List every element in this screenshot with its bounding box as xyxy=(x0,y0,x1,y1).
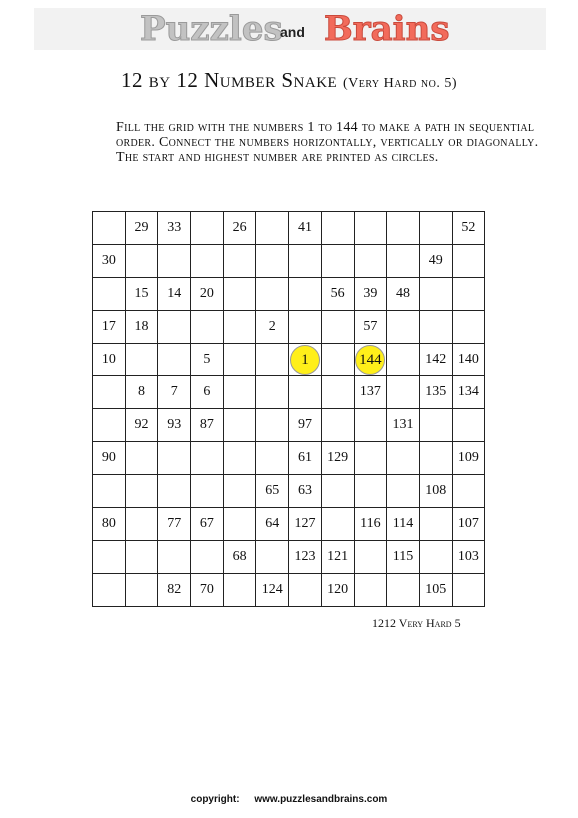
grid-cell[interactable] xyxy=(354,277,387,310)
given-number: 18 xyxy=(134,318,149,334)
grid-cell[interactable] xyxy=(452,310,485,343)
grid-cell[interactable] xyxy=(158,376,191,409)
grid-cell[interactable] xyxy=(223,540,256,573)
grid-cell[interactable] xyxy=(354,409,387,442)
given-number: 68 xyxy=(232,548,247,564)
logo-brains-text: Brains xyxy=(324,9,450,49)
given-number: 92 xyxy=(134,417,149,433)
grid-cell[interactable] xyxy=(158,540,191,573)
title-main: 12 by 12 Number Snake xyxy=(121,68,338,92)
grid-cell[interactable] xyxy=(93,475,126,508)
given-number: 30 xyxy=(101,252,116,268)
grid-row xyxy=(93,540,485,573)
given-number: 61 xyxy=(297,450,312,466)
grid-cell[interactable] xyxy=(93,508,126,541)
grid-cell[interactable] xyxy=(387,475,420,508)
circled-number: 1 xyxy=(290,345,320,375)
given-number: 93 xyxy=(167,417,182,433)
grid-cell[interactable] xyxy=(125,376,158,409)
grid-cell[interactable] xyxy=(387,442,420,475)
grid-row xyxy=(93,442,485,475)
grid-cell[interactable] xyxy=(158,409,191,442)
grid-cell[interactable] xyxy=(387,540,420,573)
given-number: 82 xyxy=(167,581,182,597)
grid-cell[interactable] xyxy=(387,343,420,376)
grid-cell[interactable] xyxy=(289,475,322,508)
grid-cell[interactable] xyxy=(289,310,322,343)
grid-cell[interactable] xyxy=(125,409,158,442)
instruction-line: Fill the grid with the numbers 1 to 144 to make a path in sequential xyxy=(116,120,535,135)
grid-cell[interactable] xyxy=(354,442,387,475)
grid-cell[interactable] xyxy=(93,540,126,573)
given-number: 26 xyxy=(232,219,247,235)
grid-cell[interactable] xyxy=(191,540,224,573)
given-number: 108 xyxy=(425,483,447,499)
grid-cell[interactable] xyxy=(289,343,322,376)
grid-cell[interactable] xyxy=(289,244,322,277)
grid-cell[interactable] xyxy=(93,343,126,376)
grid-cell[interactable] xyxy=(321,540,354,573)
grid-cell[interactable] xyxy=(321,343,354,376)
given-number: 127 xyxy=(294,515,316,531)
grid-cell[interactable] xyxy=(387,573,420,606)
grid-cell[interactable] xyxy=(419,573,452,606)
given-number: 134 xyxy=(457,384,479,400)
grid-cell[interactable] xyxy=(93,573,126,606)
grid-cell[interactable] xyxy=(158,310,191,343)
logo-and-text: and xyxy=(280,24,305,40)
grid-cell[interactable] xyxy=(125,343,158,376)
grid-cell[interactable] xyxy=(158,475,191,508)
grid-row xyxy=(93,409,485,442)
grid-cell[interactable] xyxy=(223,310,256,343)
grid-cell[interactable] xyxy=(354,540,387,573)
grid-cell[interactable] xyxy=(223,475,256,508)
given-number: 90 xyxy=(101,450,116,466)
grid-cell[interactable] xyxy=(223,343,256,376)
given-number: 103 xyxy=(457,548,479,564)
grid-cell[interactable] xyxy=(256,376,289,409)
given-number: 52 xyxy=(461,219,476,235)
grid-cell[interactable] xyxy=(452,475,485,508)
grid-cell[interactable] xyxy=(93,310,126,343)
puzzle-id: 1212 Very Hard 5 xyxy=(372,616,461,630)
grid-cell[interactable] xyxy=(452,442,485,475)
grid-cell[interactable] xyxy=(125,573,158,606)
given-number: 105 xyxy=(425,581,447,597)
grid-cell[interactable] xyxy=(93,212,126,245)
grid-cell[interactable] xyxy=(387,508,420,541)
given-number: 97 xyxy=(297,417,312,433)
grid-cell[interactable] xyxy=(256,409,289,442)
grid-cell[interactable] xyxy=(452,277,485,310)
given-number: 140 xyxy=(457,351,479,367)
grid-row xyxy=(93,573,485,606)
given-number: 80 xyxy=(101,515,116,531)
grid-cell[interactable] xyxy=(289,212,322,245)
grid-cell[interactable] xyxy=(125,475,158,508)
given-number: 7 xyxy=(170,384,178,400)
grid-cell[interactable] xyxy=(452,540,485,573)
grid-cell[interactable] xyxy=(354,573,387,606)
given-number: 14 xyxy=(167,285,182,301)
grid-cell[interactable] xyxy=(354,508,387,541)
copyright-footer xyxy=(0,794,578,805)
given-number: 120 xyxy=(327,581,349,597)
grid-cell[interactable] xyxy=(191,475,224,508)
grid-cell[interactable] xyxy=(419,244,452,277)
grid-cell[interactable] xyxy=(223,277,256,310)
grid-cell[interactable] xyxy=(419,442,452,475)
given-number: 6 xyxy=(203,384,211,400)
given-number: 135 xyxy=(425,384,447,400)
given-number: 33 xyxy=(167,219,182,235)
grid-row xyxy=(93,212,485,245)
instruction-line: order. Connect the numbers horizontally, vertically or diagonally. xyxy=(116,135,539,150)
grid-cell[interactable] xyxy=(191,376,224,409)
grid-cell[interactable] xyxy=(191,277,224,310)
given-number: 116 xyxy=(360,515,381,531)
grid-cell[interactable] xyxy=(321,442,354,475)
given-number: 63 xyxy=(297,483,312,499)
given-number: 2 xyxy=(268,318,276,334)
grid-cell[interactable] xyxy=(223,442,256,475)
grid-cell[interactable] xyxy=(191,343,224,376)
grid-row xyxy=(93,277,485,310)
grid-cell[interactable] xyxy=(452,409,485,442)
grid-row xyxy=(93,244,485,277)
website-link[interactable]: www.puzzlesandbrains.com xyxy=(254,794,388,805)
grid-cell[interactable] xyxy=(452,212,485,245)
grid-cell[interactable] xyxy=(256,573,289,606)
given-number: 65 xyxy=(265,483,280,499)
grid-row xyxy=(93,343,485,376)
given-number: 123 xyxy=(294,548,316,564)
given-number: 70 xyxy=(199,581,214,597)
grid-cell[interactable] xyxy=(289,409,322,442)
given-number: 142 xyxy=(425,351,447,367)
given-number: 41 xyxy=(297,219,312,235)
given-number: 5 xyxy=(203,351,211,367)
given-number: 17 xyxy=(101,318,116,334)
grid-cell[interactable] xyxy=(223,508,256,541)
grid-cell[interactable] xyxy=(223,573,256,606)
given-number: 107 xyxy=(457,515,479,531)
grid-cell[interactable] xyxy=(158,508,191,541)
given-number: 124 xyxy=(261,581,283,597)
given-number: 8 xyxy=(138,384,146,400)
grid-cell[interactable] xyxy=(387,376,420,409)
given-number: 87 xyxy=(199,417,214,433)
grid-cell[interactable] xyxy=(125,508,158,541)
grid-cell[interactable] xyxy=(256,508,289,541)
grid-cell[interactable] xyxy=(321,475,354,508)
grid-cell[interactable] xyxy=(256,475,289,508)
given-number: 10 xyxy=(101,351,116,367)
grid-row xyxy=(93,475,485,508)
grid-cell[interactable] xyxy=(452,573,485,606)
grid-cell[interactable] xyxy=(419,475,452,508)
given-number: 48 xyxy=(396,285,411,301)
grid-cell[interactable] xyxy=(321,376,354,409)
grid-cell[interactable] xyxy=(419,508,452,541)
title-subtitle: (Very Hard no. 5) xyxy=(342,76,457,91)
grid-cell[interactable] xyxy=(354,244,387,277)
grid-cell[interactable] xyxy=(321,573,354,606)
given-number: 121 xyxy=(327,548,349,564)
grid-cell[interactable] xyxy=(289,376,322,409)
given-number: 77 xyxy=(167,515,182,531)
instruction-line: The start and highest number are printed as circles. xyxy=(116,150,439,165)
given-number: 115 xyxy=(392,548,414,564)
grid-cell[interactable] xyxy=(93,277,126,310)
grid-cell[interactable] xyxy=(125,277,158,310)
grid-cell[interactable] xyxy=(354,343,387,376)
grid-cell[interactable] xyxy=(256,310,289,343)
grid-cell[interactable] xyxy=(125,212,158,245)
grid-row xyxy=(93,376,485,409)
grid-body xyxy=(93,212,485,607)
grid-cell[interactable] xyxy=(321,310,354,343)
given-number: 114 xyxy=(392,515,414,531)
grid-cell[interactable] xyxy=(93,376,126,409)
logo-puzzles-text: Puzzles xyxy=(140,9,283,49)
grid-cell[interactable] xyxy=(191,442,224,475)
grid-cell[interactable] xyxy=(354,310,387,343)
given-number: 57 xyxy=(363,318,378,334)
grid-cell[interactable] xyxy=(223,212,256,245)
grid-cell[interactable] xyxy=(125,244,158,277)
grid-cell[interactable] xyxy=(125,442,158,475)
grid-cell[interactable] xyxy=(93,442,126,475)
grid-row xyxy=(93,310,485,343)
grid-cell[interactable] xyxy=(387,212,420,245)
grid-cell[interactable] xyxy=(289,573,322,606)
grid-cell[interactable] xyxy=(452,376,485,409)
given-number: 29 xyxy=(134,219,149,235)
grid-cell[interactable] xyxy=(452,343,485,376)
grid-cell[interactable] xyxy=(93,244,126,277)
instructions xyxy=(116,120,556,165)
given-number: 137 xyxy=(359,384,381,400)
grid-cell[interactable] xyxy=(223,376,256,409)
given-number: 64 xyxy=(265,515,280,531)
grid-cell[interactable] xyxy=(289,540,322,573)
grid-cell[interactable] xyxy=(158,442,191,475)
grid-cell[interactable] xyxy=(191,573,224,606)
given-number: 109 xyxy=(457,450,479,466)
circled-number: 144 xyxy=(355,345,385,375)
given-number: 15 xyxy=(134,285,149,301)
page-title xyxy=(0,68,578,93)
grid-cell[interactable] xyxy=(191,310,224,343)
grid-cell[interactable] xyxy=(289,277,322,310)
grid-cell[interactable] xyxy=(256,343,289,376)
grid-cell[interactable] xyxy=(256,277,289,310)
grid-cell[interactable] xyxy=(289,508,322,541)
grid-cell[interactable] xyxy=(158,244,191,277)
given-number: 56 xyxy=(330,285,345,301)
grid-cell[interactable] xyxy=(125,540,158,573)
grid-cell[interactable] xyxy=(158,343,191,376)
given-number: 49 xyxy=(428,252,443,268)
grid-cell[interactable] xyxy=(321,212,354,245)
grid-cell[interactable] xyxy=(256,540,289,573)
grid-cell[interactable] xyxy=(93,409,126,442)
given-number: 129 xyxy=(327,450,349,466)
grid-cell[interactable] xyxy=(321,277,354,310)
grid-cell[interactable] xyxy=(158,277,191,310)
grid-cell[interactable] xyxy=(321,409,354,442)
grid-cell[interactable] xyxy=(452,244,485,277)
grid-cell[interactable] xyxy=(419,409,452,442)
grid-cell[interactable] xyxy=(158,573,191,606)
grid-cell[interactable] xyxy=(354,475,387,508)
grid-cell[interactable] xyxy=(191,508,224,541)
grid-cell[interactable] xyxy=(191,244,224,277)
grid-cell[interactable] xyxy=(191,409,224,442)
grid-cell[interactable] xyxy=(321,244,354,277)
given-number: 39 xyxy=(363,285,378,301)
given-number: 67 xyxy=(199,515,214,531)
grid-cell[interactable] xyxy=(321,508,354,541)
grid-cell[interactable] xyxy=(419,310,452,343)
grid-cell[interactable] xyxy=(354,376,387,409)
grid-cell[interactable] xyxy=(354,212,387,245)
grid-cell[interactable] xyxy=(256,442,289,475)
grid-cell[interactable] xyxy=(387,409,420,442)
grid-cell[interactable] xyxy=(387,277,420,310)
given-number: 131 xyxy=(392,417,414,433)
grid-cell[interactable] xyxy=(387,310,420,343)
grid-cell[interactable] xyxy=(419,376,452,409)
grid-cell[interactable] xyxy=(223,409,256,442)
grid-cell[interactable] xyxy=(419,540,452,573)
grid-cell[interactable] xyxy=(191,212,224,245)
grid-cell[interactable] xyxy=(256,212,289,245)
grid-cell[interactable] xyxy=(419,277,452,310)
given-number: 20 xyxy=(199,285,214,301)
grid-cell[interactable] xyxy=(256,244,289,277)
grid-cell[interactable] xyxy=(125,310,158,343)
grid-cell[interactable] xyxy=(158,212,191,245)
grid-cell[interactable] xyxy=(452,508,485,541)
grid-cell[interactable] xyxy=(387,244,420,277)
grid-row xyxy=(93,508,485,541)
copyright-label: copyright: xyxy=(190,794,240,805)
grid-cell[interactable] xyxy=(223,244,256,277)
grid-cell[interactable] xyxy=(289,442,322,475)
grid-cell[interactable] xyxy=(419,343,452,376)
puzzle-grid xyxy=(92,211,485,607)
grid-cell[interactable] xyxy=(419,212,452,245)
